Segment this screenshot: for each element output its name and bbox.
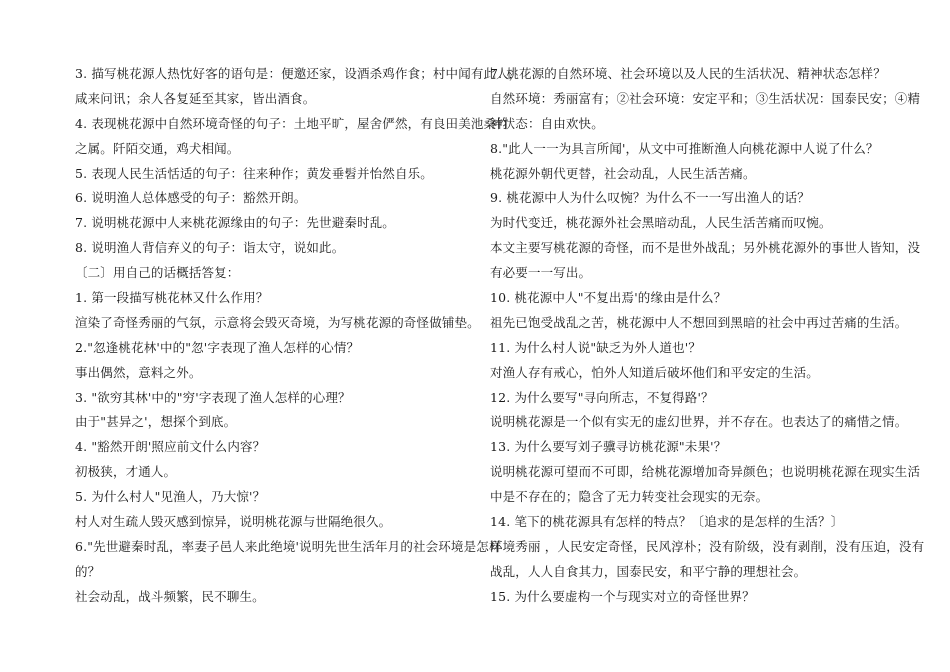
text-line: 由于"甚异之'，想探个到底。 <box>75 414 237 430</box>
text-line: 咸来问讯；余人各复延至其家，皆出酒食。 <box>75 90 316 106</box>
text-line: 12. 为什么要写"寻向所志，不复得路'？ <box>490 389 714 405</box>
text-line: 自然环境：秀丽富有；②社会环境：安定平和；③生活状况：国泰民安；④精 <box>490 90 921 106</box>
text-line: 〔二〕用自己的话概括答复： <box>75 265 240 281</box>
text-line: 3. "欲穷其林'中的"穷'字表现了渔人怎样的心理？ <box>75 389 351 405</box>
text-line: 说明桃花源可望而不可即，给桃花源增加奇异颜色；也说明桃花源在现实生活 <box>490 464 921 480</box>
text-line: 渲染了奇怪秀丽的气氛，示意将会毁灭奇境，为写桃花源的奇怪做铺垫。 <box>75 314 480 330</box>
text-line: 对渔人存有戒心，怕外人知道后破坏他们和平安定的生活。 <box>490 364 819 380</box>
text-line: 7. 桃花源的自然环境、社会环境以及人民的生活状况、精神状态怎样？ <box>490 66 886 81</box>
text-line: 14. 笔下的桃花源具有怎样的特点？〔追求的是怎样的生活？〕 <box>490 514 844 530</box>
text-line: 环境秀丽 ，人民安定奇怪，民风淳朴；没有阶级，没有剥削，没有压迫，没有 <box>490 538 925 554</box>
text-line: 村人对生疏人毁灭感到惊异，说明桃花源与世隔绝很久。 <box>75 514 392 530</box>
text-line: 4. "豁然开朗'照应前文什么内容？ <box>75 439 266 455</box>
text-line: 祖先已饱受战乱之苦，桃花源中人不想回到黑暗的社会中再过苦痛的生活。 <box>490 314 908 330</box>
text-line: 6. 说明渔人总体感受的句子：豁然开朗。 <box>75 190 307 206</box>
text-line: 事出偶然，意料之外。 <box>75 364 202 380</box>
text-line: 社会动乱，战斗频繁，民不聊生。 <box>75 588 265 604</box>
text-line: 战乱，人人自食其力，国泰民安，和平宁静的理想社会。 <box>490 563 807 579</box>
text-line: 的？ <box>75 563 101 579</box>
text-line: 13. 为什么要写刘子骥寻访桃花源"未果'？ <box>490 439 727 455</box>
text-line: 3. 描写桃花源人热忱好客的语句是：便邀还家，设酒杀鸡作食；村中闻有此人， <box>75 66 522 81</box>
text-line: 4. 表现桃花源中自然环境奇怪的句子：土地平旷，屋舍俨然，有良田美池桑竹 <box>75 115 509 131</box>
text-line: 8. 说明渔人背信弃义的句子：诣太守，说如此。 <box>75 240 345 256</box>
text-line: 中是不存在的；隐含了无力转变社会现实的无奈。 <box>490 489 769 505</box>
text-line: 6."先世避秦时乱，率妻子邑人来此绝境'说明先世生活年月的社会环境是怎样 <box>75 538 502 554</box>
text-line: 11. 为什么村人说"缺乏为外人道也'？ <box>490 339 702 355</box>
text-line: 9. 桃花源中人为什么叹惋？为什么不一一写出渔人的话？ <box>490 190 810 206</box>
text-line: 8."此人一一为具言所闻'，从文中可推断渔人向桃花源中人说了什么？ <box>490 140 879 156</box>
text-line: 7. 说明桃花源中人来桃花源缘由的句子：先世避秦时乱。 <box>75 215 395 231</box>
text-line: 1. 第一段描写桃花林又什么作用？ <box>75 290 269 306</box>
text-line: 说明桃花源是一个似有实无的虚幻世界，并不存在。也表达了的痛惜之情。 <box>490 414 908 430</box>
text-line: 之属。阡陌交通，鸡犬相闻。 <box>75 140 240 156</box>
right-column <box>490 62 925 610</box>
text-line: 5. 表现人民生活恬适的句子：往来种作；黄发垂髫并怡然自乐。 <box>75 165 433 181</box>
text-line: 本文主要写桃花源的奇怪，而不是世外战乱；另外桃花源外的事世人皆知，没 <box>490 240 921 256</box>
text-line: 有必要一一写出。 <box>490 265 592 281</box>
text-line: 15. 为什么要虚构一个与现实对立的奇怪世界？ <box>490 588 755 604</box>
text-line: 2."忽逢桃花林'中的"忽'字表现了渔人怎样的心情？ <box>75 339 360 355</box>
text-line: 10. 桃花源中人"不复出焉'的缘由是什么？ <box>490 290 727 306</box>
text-line: 神状态：自由欢快。 <box>490 115 604 131</box>
text-line: 初极狭，才通人。 <box>75 464 177 480</box>
text-line: 5. 为什么村人"见渔人，乃大惊'？ <box>75 489 266 505</box>
text-line: 为时代变迁，桃花源外社会黑暗动乱，人民生活苦痛而叹惋。 <box>490 215 832 231</box>
text-line: 桃花源外朝代更替，社会动乱，人民生活苦痛。 <box>490 165 756 181</box>
left-column <box>75 62 522 610</box>
